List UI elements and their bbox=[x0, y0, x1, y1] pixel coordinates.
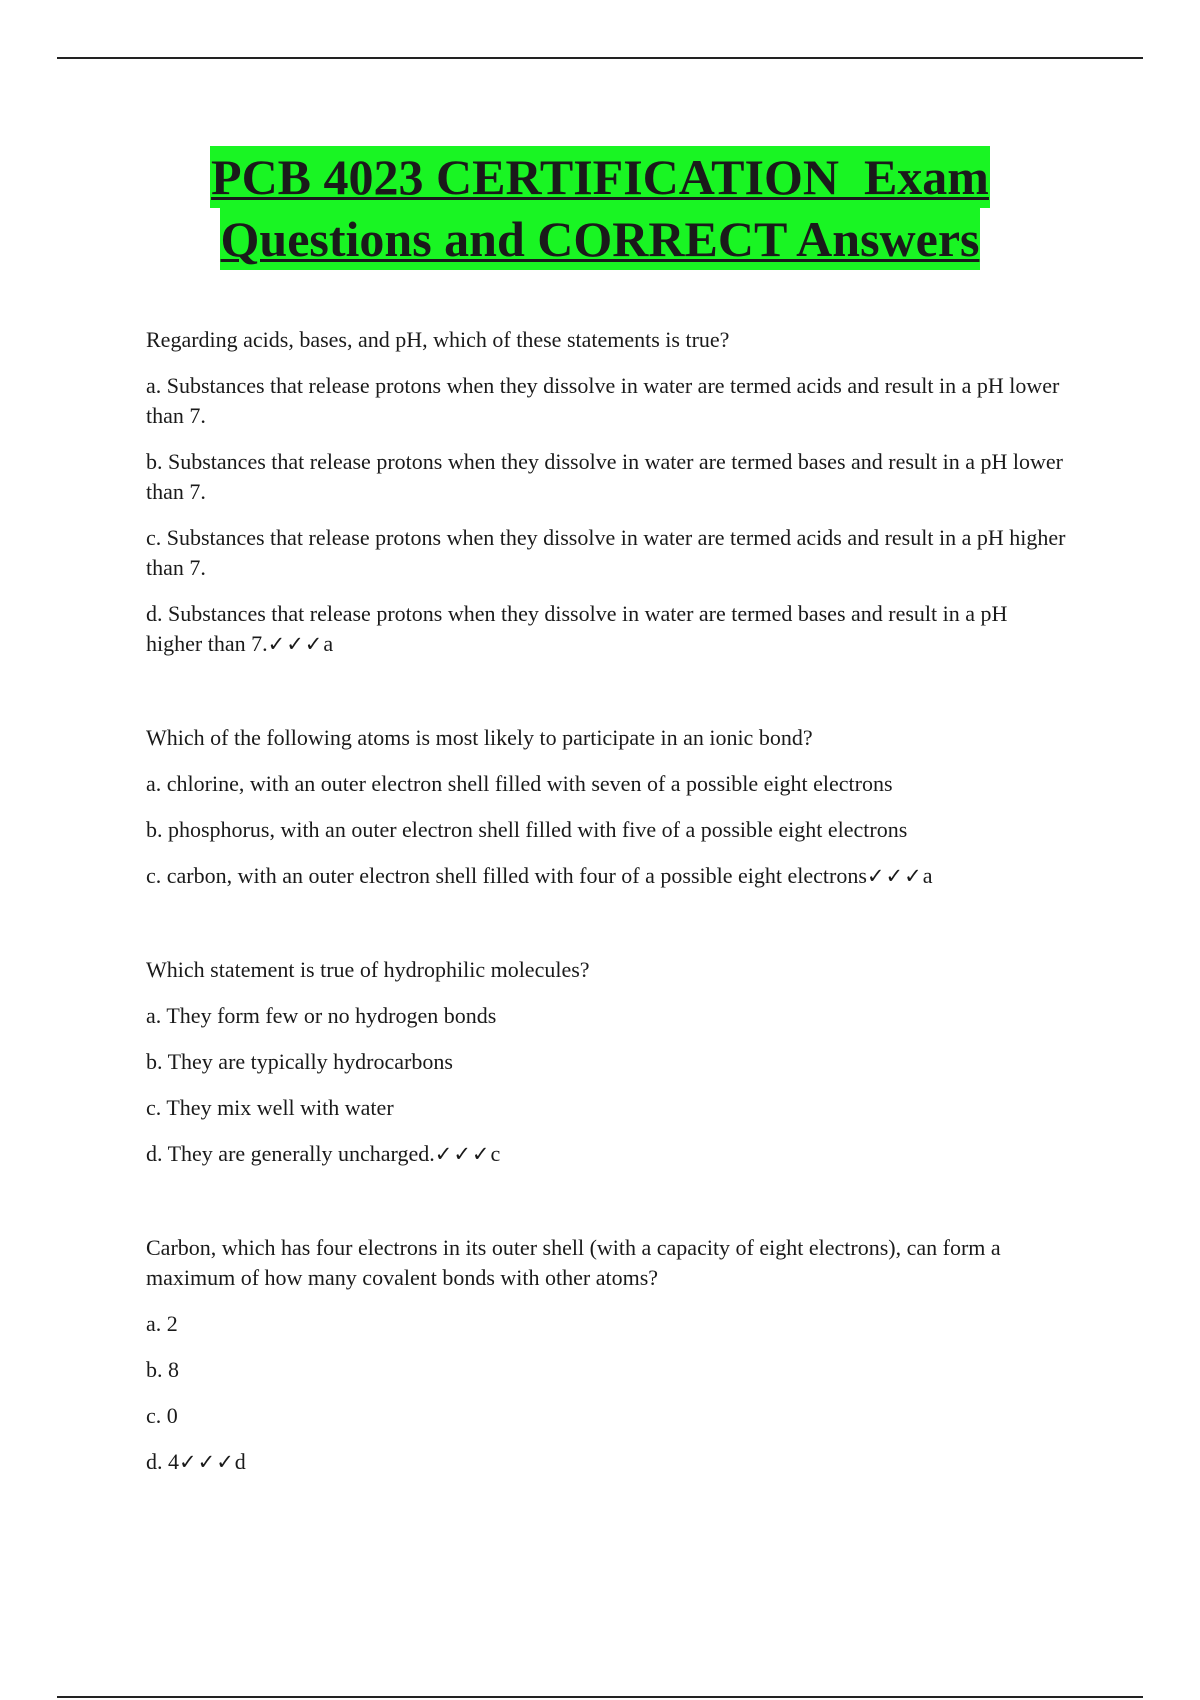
question-block bbox=[146, 723, 1066, 891]
question-block bbox=[146, 1233, 1066, 1477]
answer-option: c. They mix well with water bbox=[146, 1095, 394, 1120]
answer-option-text: d. Substances that release protons when they dissolve in water are termed bases and result in a pH higher than 7. bbox=[146, 601, 1008, 656]
answer-option: c. 0 bbox=[146, 1403, 178, 1428]
answer-option-last bbox=[146, 599, 1066, 659]
correct-answer-letter: d bbox=[234, 1449, 246, 1474]
question-prompt: Which of the following atoms is most likely to participate in an ionic bond? bbox=[146, 725, 813, 750]
checkmarks-icon: ✓✓✓ bbox=[434, 1142, 491, 1166]
footer-rule bbox=[57, 1696, 1143, 1698]
answer-option-last bbox=[146, 1139, 1066, 1169]
checkmarks-icon: ✓✓✓ bbox=[267, 632, 324, 656]
question-list bbox=[146, 325, 1066, 1541]
question-prompt: Regarding acids, bases, and pH, which of these statements is true? bbox=[146, 327, 730, 352]
answer-option: a. Substances that release protons when they dissolve in water are termed acids and result in a pH lower than 7. bbox=[146, 373, 1060, 428]
question-prompt: Which statement is true of hydrophilic molecules? bbox=[146, 957, 590, 982]
answer-option: b. They are typically hydrocarbons bbox=[146, 1049, 453, 1074]
title-line-2: Questions and CORRECT Answers bbox=[220, 208, 981, 270]
answer-option-text: d. 4 bbox=[146, 1449, 179, 1474]
answer-option: b. 8 bbox=[146, 1357, 179, 1382]
document-title bbox=[0, 146, 1200, 270]
answer-option-text: c. carbon, with an outer electron shell filled with four of a possible eight electrons bbox=[146, 863, 867, 888]
header-rule bbox=[57, 57, 1143, 59]
question-block bbox=[146, 325, 1066, 659]
answer-option-text: d. They are generally uncharged. bbox=[146, 1141, 435, 1166]
answer-option-last bbox=[146, 1447, 1066, 1477]
answer-option: c. Substances that release protons when they dissolve in water are termed acids and result in a pH higher than 7. bbox=[146, 525, 1066, 580]
title-line-1: PCB 4023 CERTIFICATION Exam bbox=[210, 146, 990, 208]
correct-answer-letter: a bbox=[922, 863, 933, 888]
correct-answer-letter: c bbox=[490, 1141, 501, 1166]
answer-option: a. They form few or no hydrogen bonds bbox=[146, 1003, 497, 1028]
answer-option: a. chlorine, with an outer electron shell filled with seven of a possible eight electrons bbox=[146, 771, 893, 796]
answer-option: b. phosphorus, with an outer electron shell filled with five of a possible eight electrons bbox=[146, 817, 908, 842]
checkmarks-icon: ✓✓✓ bbox=[866, 864, 923, 888]
answer-option: a. 2 bbox=[146, 1311, 178, 1336]
answer-option-last bbox=[146, 861, 1066, 891]
question-prompt: Carbon, which has four electrons in its outer shell (with a capacity of eight electrons), can form a maximum of how many covalent bonds with other atoms? bbox=[146, 1235, 1001, 1290]
checkmarks-icon: ✓✓✓ bbox=[179, 1450, 235, 1474]
answer-option: b. Substances that release protons when they dissolve in water are termed bases and result in a pH lower than 7. bbox=[146, 449, 1064, 504]
correct-answer-letter: a bbox=[323, 631, 334, 656]
question-block bbox=[146, 955, 1066, 1169]
